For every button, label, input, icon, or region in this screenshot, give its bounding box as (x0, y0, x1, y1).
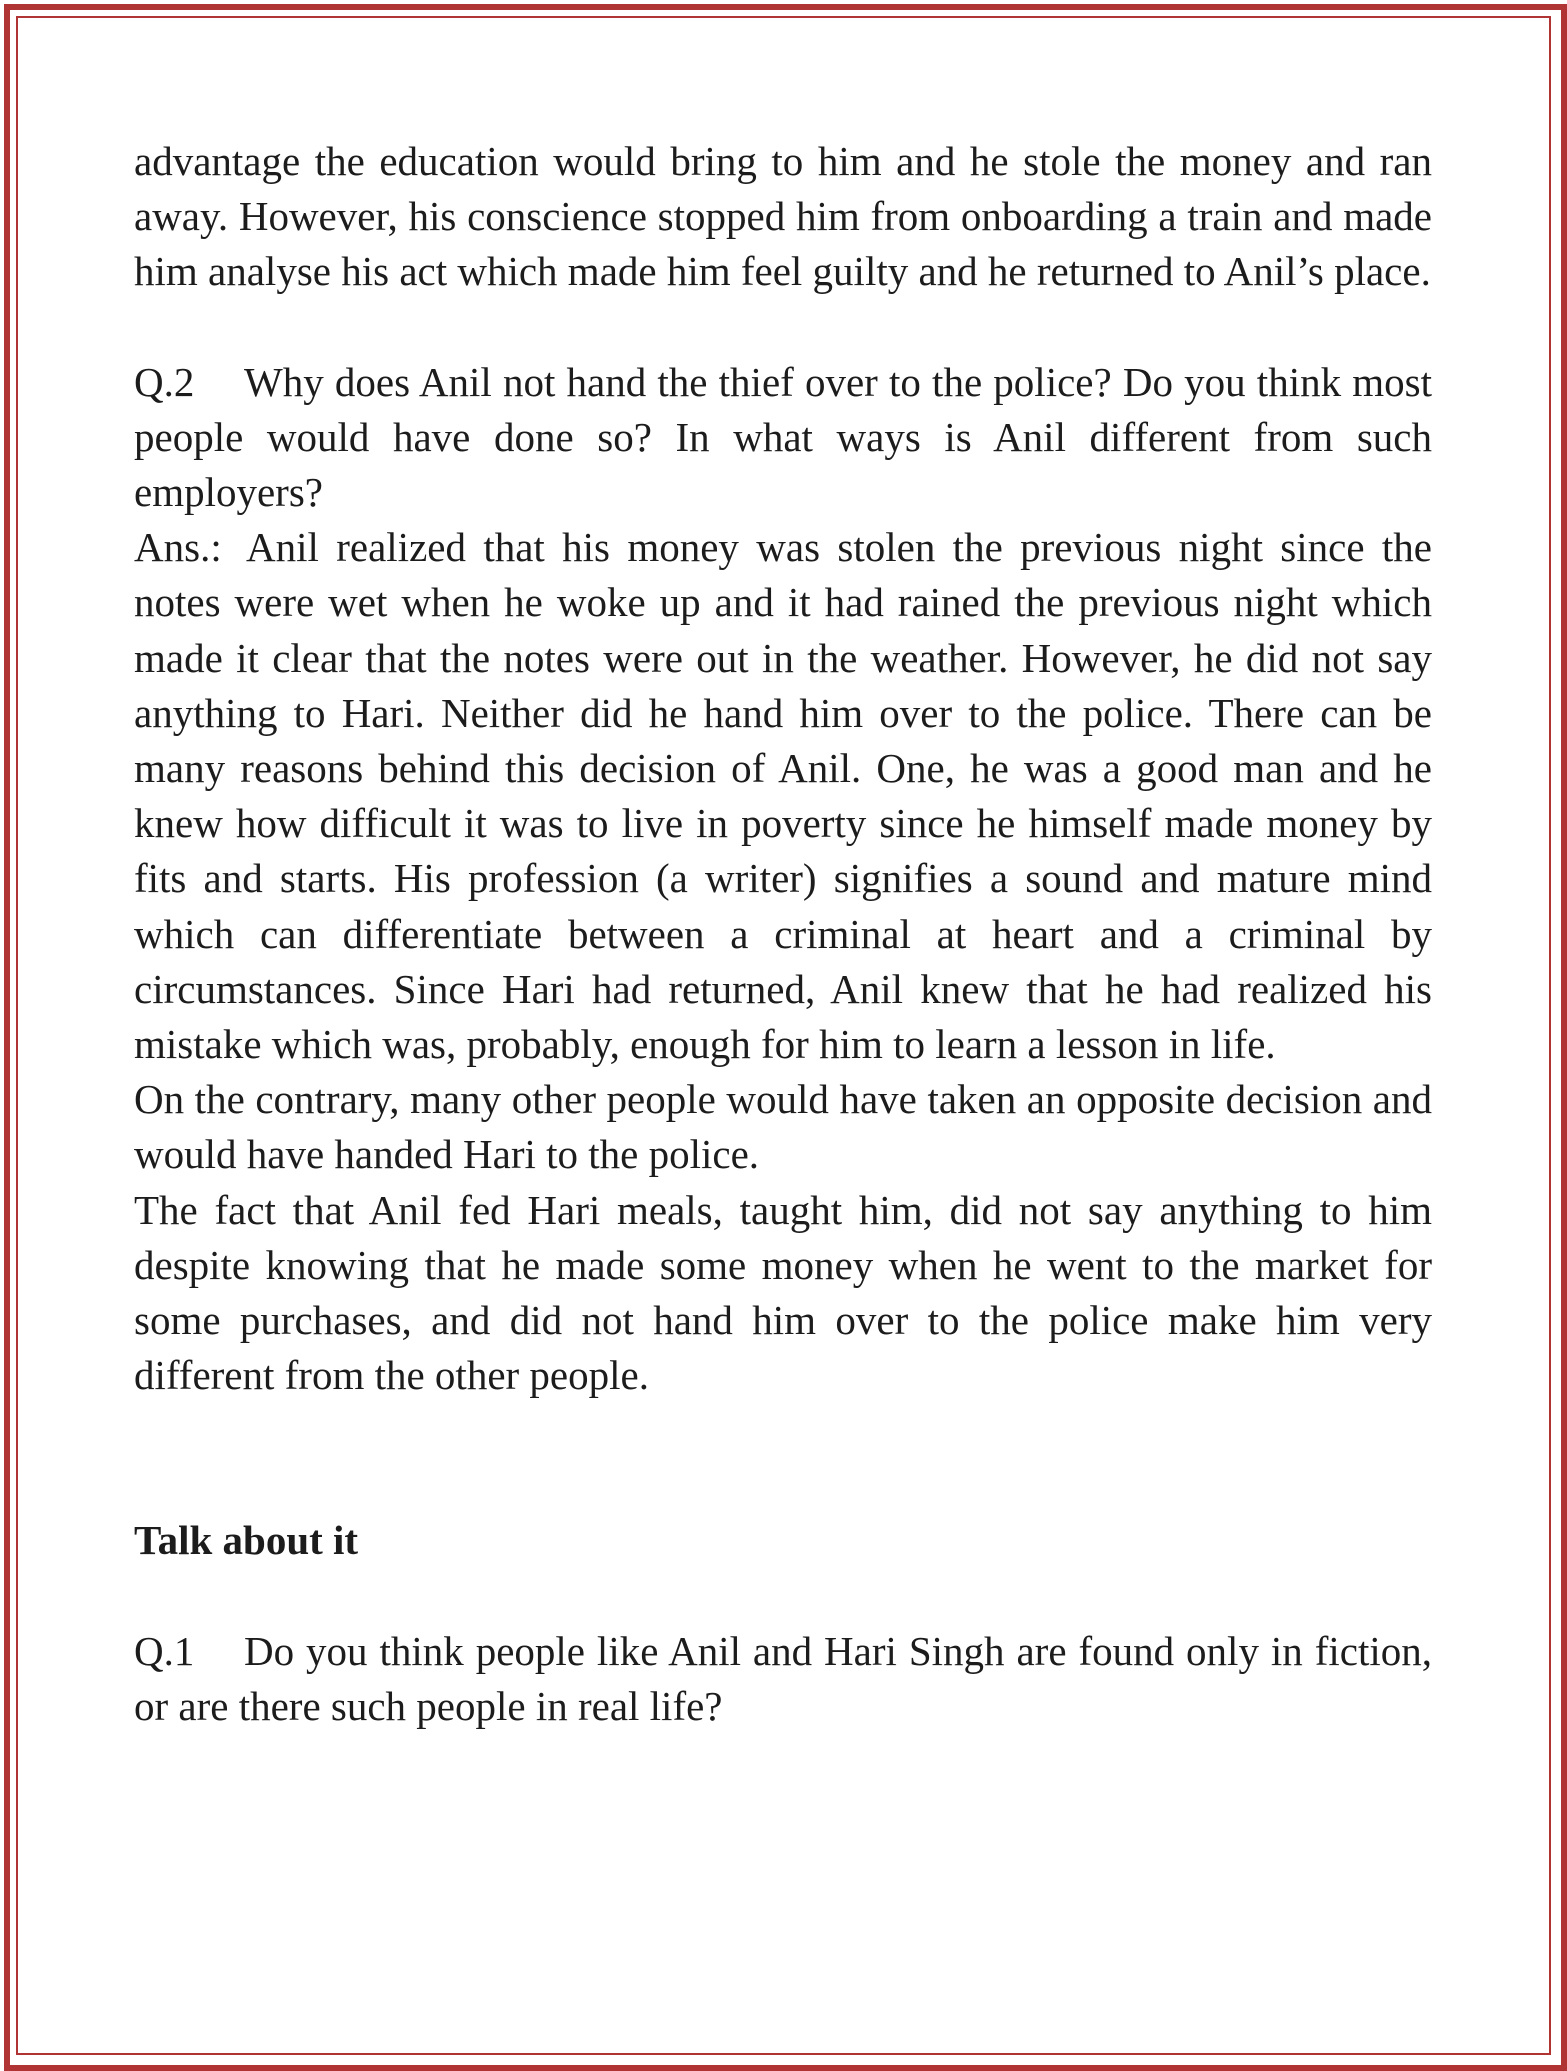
continuation-paragraph: advantage the education would bring to him and he stole the money and ran away. However, his conscience stopped him from onboarding a train and made him analyse his act which made him feel guilty and he returned to Anil’s place. (134, 138, 1432, 295)
spacer (134, 1403, 1432, 1513)
section-heading: Talk about it (134, 1517, 359, 1564)
question-2-text: Why does Anil not hand the thief over to the police? Do you think most people would have done so? In what ways is Anil different from such employers? (134, 358, 1432, 516)
document-page (134, 134, 1432, 1734)
question-1-number: Q.1 (134, 1627, 195, 1674)
answer-2-paragraph-3: The fact that Anil fed Hari meals, taught him, did not say anything to him despite knowing that he made some money when he went to the market for some purchases, and did not hand him over to the police make him very different from the other people. (134, 1186, 1432, 1399)
question-2-number: Q.2 (134, 358, 195, 405)
answer-2-paragraph-2: On the contrary, many other people would have taken an opposite decision and would have handed Hari to the police. (134, 1076, 1432, 1178)
answer-2 (134, 520, 1432, 1072)
question-1 (134, 1624, 1432, 1734)
spacer (134, 1569, 1432, 1624)
question-1-text: Do you think people like Anil and Hari Singh are found only in fiction, or are there such people in real life? (134, 1627, 1432, 1729)
question-2 (134, 355, 1432, 521)
answer-2-text: Anil realized that his money was stolen the previous night since the notes were wet when he woke up and it had rained the previous night which made it clear that the notes were out in the weather. However, he did not say anything to Hari. Neither did he hand him over to the police. There can be many reasons behind this decision of Anil. One, he was a good man and he knew how difficult it was to live in poverty since he himself made money by fits and starts. His profession (a writer) signifies a sound and mature mind which can differentiate between a criminal at heart and a criminal by circumstances. Since Hari had returned, Anil knew that he had realized his mistake which was, probably, enough for him to learn a lesson in life. (134, 524, 1432, 1068)
spacer (134, 300, 1432, 355)
answer-2-label: Ans.: (134, 524, 222, 571)
